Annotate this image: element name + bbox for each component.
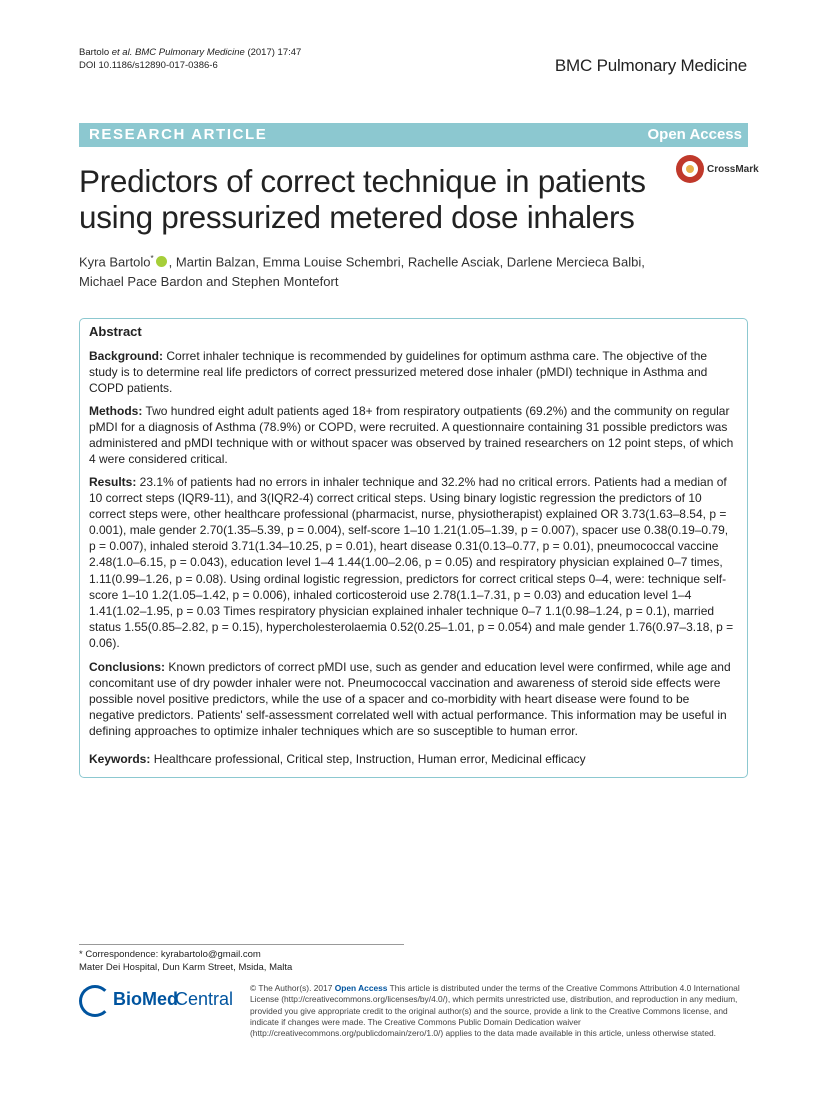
article-type-label: RESEARCH ARTICLE <box>89 126 268 143</box>
biomed-central-ring-icon <box>79 985 111 1017</box>
affiliation: Mater Dei Hospital, Dun Karm Street, Msida, Malta <box>79 962 293 973</box>
biomed-central-logo <box>79 985 239 1019</box>
background-text: Corret inhaler technique is recommended by guidelines for optimum asthma care. The objective of the study is to determine real life predictors of correct pressurized metered dose inhaler (pMDI) technique in Asthma and COPD patients. <box>89 349 708 396</box>
doi[interactable]: DOI 10.1186/s12890-017-0386-6 <box>79 60 218 71</box>
footnote-divider <box>79 944 404 945</box>
background-label: Background: <box>89 349 164 363</box>
orcid-icon[interactable] <box>156 256 167 267</box>
correspondence: * Correspondence: kyrabartolo@gmail.com <box>79 949 261 960</box>
methods-text: Two hundred eight adult patients aged 18+ from respiratory outpatients (69.2%) and the community on regular pMDI for a diagnosis of Asthma (78.9%) or COPD, were recruited. A questionnaire containing 31 possible predictors was administered and pMDI technique with or without spacer was observed by trained researchers on 12 point steps, of which 4 were considered critical. <box>89 404 734 467</box>
copyright: © The Author(s). 2017 <box>250 983 335 993</box>
abstract-keywords <box>89 751 737 767</box>
correspondence-mark: * <box>150 254 154 263</box>
other-authors: , Martin Balzan, Emma Louise Schembri, Rachelle Asciak, Darlene Mercieca Balbi, Michael Pace Bardon and Stephen Montefort <box>79 254 645 290</box>
citation-authors: Bartolo <box>79 47 110 58</box>
corresponding-author: Kyra Bartolo <box>79 254 151 270</box>
article-title: Predictors of correct technique in patients using pressurized metered dose inhalers <box>79 163 646 235</box>
conclusions-text: Known predictors of correct pMDI use, such as gender and education level were confirmed, while age and concomitant use of dry powder inhaler were not. Pneumococcal vaccination and awareness of steroid side effects were possible novel positive predictors, while the use of a spacer and co-morbidity with heart disease were found to be negative predictors. Patients' self-assessment correlated well with actual performance. This information may be useful in defining approaches to optimize inhaler techniques which are so susceptible to human error. <box>89 660 731 739</box>
article-type-banner <box>79 123 748 147</box>
crossmark-label: CrossMark <box>707 164 759 175</box>
footnote <box>79 948 292 974</box>
author-list <box>79 249 679 292</box>
license-text: This article is distributed under the terms of the Creative Commons Attribution 4.0 International License (http://creativecommons.org/licenses/by/4.0/), which permits unrestricted use, distribution, and reproduction in any medium, provided you give appropriate credit to the original author(s) and the source, provide a link to the Creative Commons license, and indicate if changes were made. The Creative Commons Public Domain Dedication waiver (http://creativecommons.org/publicdomain/zero/1.0/) applies to the data made available in this article, unless otherwise stated. <box>250 983 740 1039</box>
keywords-label: Keywords: <box>89 752 151 766</box>
results-text: 23.1% of patients had no errors in inhaler technique and 32.2% had no critical errors. Patients had a median of 10 correct steps (IQR9-11), and 3(IQR2-4) correct critical steps. Using binary logistic regression the predictors of 10 correct steps were, other healthcare professional (pharmacist, nurse, physiotherapist) explained OR 3.73(1.63–8.54, p = 0.001), male gender 2.70(1.35–5.39, p = 0.004), self-score 1–10 1.21(1.05–1.39, p = 0.007), spacer use 0.38(0.19–0.79, p = 0.007), inhaled steroid 3.71(1.34–10.25, p = 0.01), heart disease 0.31(0.13–0.77, p = 0.01), pneumococcal vaccine 2.48(1.0–6.15, p = 0.043), education level 1–4 1.44(1.00–2.06, p = 0.05) and respiratory physician explained 0–7 times, 1.11(0.99–1.26, p = 0.08). Using ordinal logistic regression, predictors for correct critical steps 0–4, were: technique self-score 1–10 1.2(1.05–1.42, p = 0.006), inhaled corticosteroid use 2.78(1.1–7.31, p = 0.03) and education level 1–4 1.41(1.02–1.95, p = 0.03 Times respiratory physician explained inhaler technique 0–7 1.1(0.98–1.24, p = 0.1), married status 1.55(0.85–2.82, p = 0.15), hypercholesterolaemia 0.52(0.25–1.01, p = 0.054) and male gender 1.76(0.97–3.18, p = 0.06). <box>89 475 734 650</box>
license-open-access: Open Access <box>334 983 388 993</box>
keywords-text: Healthcare professional, Critical step, Instruction, Human error, Medicinal efficacy <box>150 752 586 766</box>
conclusions-label: Conclusions: <box>89 660 166 674</box>
journal-name: BMC Pulmonary Medicine <box>554 56 747 75</box>
logo-regular-text: Central <box>175 989 234 1009</box>
open-access-label: Open Access <box>647 126 742 143</box>
abstract-methods <box>89 403 737 467</box>
abstract-conclusions <box>89 659 737 739</box>
license-statement <box>250 983 750 1039</box>
abstract-heading: Abstract <box>89 324 142 339</box>
results-label: Results: <box>89 475 137 489</box>
citation-journal: et al. BMC Pulmonary Medicine <box>111 47 245 58</box>
citation-header <box>79 46 301 72</box>
methods-label: Methods: <box>89 404 143 418</box>
abstract-box <box>79 318 748 778</box>
logo-bold-text: BioMed <box>113 989 178 1009</box>
abstract-background <box>89 348 737 396</box>
abstract-results <box>89 474 737 651</box>
citation-volume: (2017) 17:47 <box>247 47 302 58</box>
crossmark-badge[interactable] <box>676 155 759 185</box>
